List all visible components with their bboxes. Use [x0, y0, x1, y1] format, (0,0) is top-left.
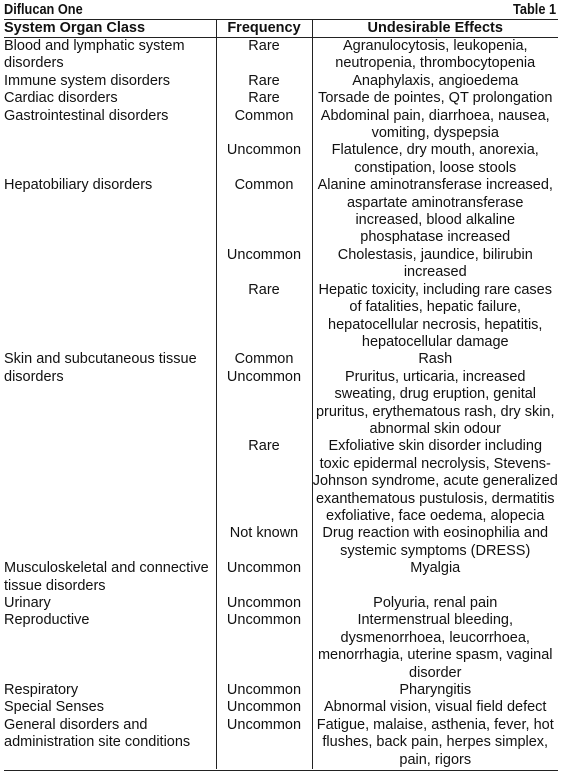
frequency-cell: Rare: [248, 38, 280, 54]
table-row: [4, 73, 558, 90]
undesirable-effects-cell: Myalgia: [312, 560, 558, 595]
adverse-effects-table: [4, 19, 558, 769]
undesirable-effects-cell: Flatulence, dry mouth, anorexia, constipation, loose stools: [312, 142, 558, 177]
system-organ-class-cell: Skin and subcutaneous tissue: [4, 351, 216, 368]
frequency-cell: Rare: [248, 438, 280, 455]
system-organ-class-cell: Special Senses: [4, 699, 216, 716]
system-organ-class-cell: Gastrointestinal disorders: [4, 108, 216, 143]
system-organ-class-cell: Respiratory: [4, 682, 216, 699]
title-row: [4, 2, 558, 19]
table-label: Table 1: [513, 2, 557, 18]
frequency-cell: Uncommon: [226, 142, 302, 159]
undesirable-effects-cell: Abdominal pain, diarrhoea, nausea, vomiting, dyspepsia: [312, 108, 558, 143]
table-row: [4, 612, 558, 682]
system-organ-class-cell: [4, 142, 216, 177]
undesirable-effects-cell: Hepatic toxicity, including rare cases of fatalities, hepatic failure, hepatocellular necrosis, hepatitis, hepatocellular damage: [312, 282, 558, 352]
system-organ-class-cell: [4, 282, 216, 352]
table-row: [4, 717, 558, 769]
undesirable-effects-cell: Cholestasis, jaundice, bilirubin increased: [312, 247, 558, 282]
table-body: [4, 38, 558, 770]
system-organ-class-cell: [4, 525, 216, 560]
system-organ-class-cell: Cardiac disorders: [4, 90, 216, 107]
undesirable-effects-cell: Anaphylaxis, angioedema: [312, 73, 558, 90]
undesirable-effects-cell: Polyuria, renal pain: [312, 595, 558, 612]
column-header-system-organ-class: System Organ Class: [4, 20, 216, 38]
system-organ-class-cell: [4, 438, 216, 525]
table-row: [4, 90, 558, 107]
column-header-frequency: Frequency: [216, 20, 312, 38]
column-header-undesirable-effects: Undesirable Effects: [312, 20, 558, 38]
frequency-cell: Uncommon: [226, 246, 302, 263]
table-row: [4, 595, 558, 612]
undesirable-effects-cell: Rash: [312, 351, 558, 368]
undesirable-effects-cell: Torsade de pointes, QT prolongation: [312, 90, 558, 107]
frequency-cell: Rare: [248, 72, 280, 89]
undesirable-effects-cell: Alanine aminotransferase increased, aspartate aminotransferase increased, blood alkaline phosphatase increased: [312, 177, 558, 247]
table-row: [4, 369, 558, 439]
table-header-row: [4, 20, 558, 38]
table-row: [4, 142, 558, 177]
table-row: [4, 38, 558, 73]
system-organ-class-cell: Musculoskeletal and connective tissue disorders: [4, 560, 216, 595]
frequency-cell: Uncommon: [226, 716, 302, 733]
undesirable-effects-cell: Exfoliative skin disorder including toxic epidermal necrolysis, Stevens-Johnson syndrome, acute generalized exanthematous pustulosis, dermatitis exfoliative, face oedema, alopecia: [312, 438, 558, 524]
frequency-cell: Uncommon: [226, 682, 302, 699]
system-organ-class-cell: Hepatobiliary disorders: [4, 177, 216, 247]
system-organ-class-cell: Reproductive: [4, 612, 216, 682]
table-row: [4, 282, 558, 352]
table-row: [4, 560, 558, 595]
system-organ-class-cell: Urinary: [4, 595, 216, 612]
frequency-cell: Common: [234, 107, 294, 124]
undesirable-effects-cell: Pharyngitis: [312, 682, 558, 699]
undesirable-effects-cell: Agranulocytosis, leukopenia, neutropenia, thrombocytopenia: [312, 38, 558, 73]
system-organ-class-cell: General disorders and administration site conditions: [4, 717, 216, 769]
frequency-cell: Rare: [248, 90, 280, 107]
frequency-cell: Common: [234, 351, 294, 368]
system-organ-class-cell: [4, 247, 216, 282]
undesirable-effects-cell: Drug reaction with eosinophilia and systemic symptoms (DRESS): [312, 525, 558, 560]
system-organ-class-cell: Blood and lymphatic system disorders: [4, 38, 216, 73]
system-organ-class-cell: disorders: [4, 369, 216, 439]
frequency-cell: Rare: [248, 281, 280, 298]
table-row: [4, 682, 558, 699]
table-row: [4, 108, 558, 143]
table-row: [4, 177, 558, 247]
frequency-cell: Uncommon: [226, 699, 302, 716]
undesirable-effects-cell: Pruritus, urticaria, increased sweating, drug eruption, genital pruritus, erythematous rash, dry skin, abnormal skin odour: [312, 369, 558, 439]
frequency-cell: Common: [234, 177, 294, 194]
undesirable-effects-cell: Intermenstrual bleeding, dysmenorrhoea, leucorrhoea, menorrhagia, uterine spasm, vaginal disorder: [312, 612, 558, 682]
table-row: [4, 525, 558, 560]
frequency-cell: Uncommon: [226, 595, 302, 611]
table-row: [4, 351, 558, 368]
document-title: Diflucan One: [4, 2, 83, 18]
frequency-cell: Uncommon: [226, 368, 302, 385]
undesirable-effects-cell: Fatigue, malaise, asthenia, fever, hot flushes, back pain, herpes simplex, pain, rigors: [312, 717, 558, 769]
frequency-cell: Uncommon: [226, 560, 302, 577]
frequency-cell: Uncommon: [226, 612, 302, 629]
table-row: [4, 247, 558, 282]
undesirable-effects-cell: Abnormal vision, visual field defect: [312, 699, 558, 716]
system-organ-class-cell: Immune system disorders: [4, 73, 216, 90]
table-row: [4, 699, 558, 716]
table-row: [4, 438, 558, 525]
frequency-cell: Not known: [229, 525, 299, 542]
